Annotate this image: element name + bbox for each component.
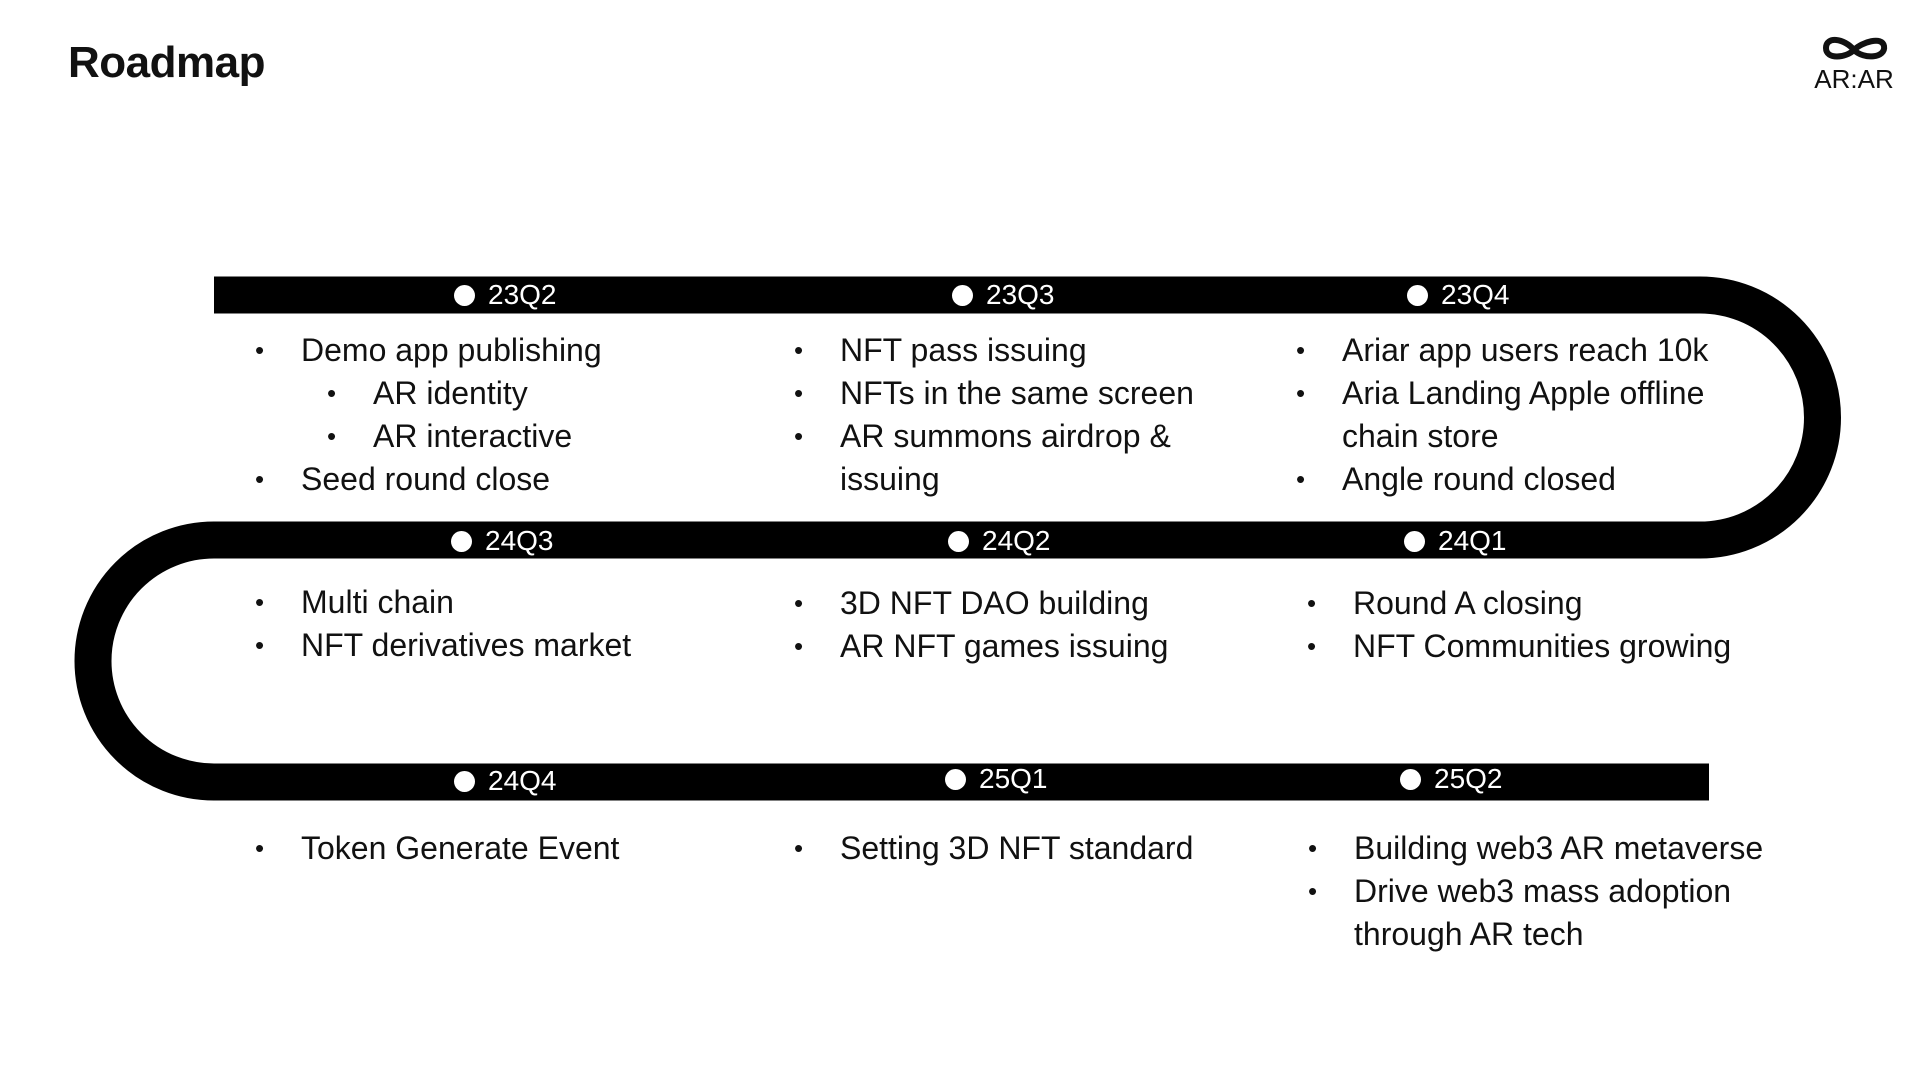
list-item: • Token Generate Event xyxy=(255,827,619,870)
milestone-items-23q2 xyxy=(255,329,602,501)
list-item: • NFT Communities growing xyxy=(1307,625,1731,668)
list-item: • 3D NFT DAO building xyxy=(794,582,1168,625)
list-item: • NFT pass issuing xyxy=(794,329,1194,372)
milestone-dot-icon xyxy=(1407,285,1428,306)
list-item: • Demo app publishing xyxy=(255,329,602,372)
milestone-label-24q4 xyxy=(454,763,557,799)
list-item: • Multi chain xyxy=(255,581,631,624)
milestone-dot-icon xyxy=(454,285,475,306)
list-item: • AR summons airdrop & issuing xyxy=(794,415,1194,501)
list-item: • AR interactive xyxy=(255,415,602,458)
page-title: Roadmap xyxy=(68,38,265,87)
list-item: • Building web3 AR metaverse xyxy=(1308,827,1763,870)
quarter-label: 25Q1 xyxy=(979,763,1048,794)
milestone-items-24q3 xyxy=(255,581,631,667)
quarter-label: 25Q2 xyxy=(1434,763,1503,794)
milestone-items-23q3 xyxy=(794,329,1194,501)
quarter-label: 23Q2 xyxy=(488,279,557,310)
milestone-items-25q1 xyxy=(794,827,1193,870)
list-item: • Round A closing xyxy=(1307,582,1731,625)
logo-wordmark: AR:AR xyxy=(1814,64,1894,94)
milestone-dot-icon xyxy=(952,285,973,306)
quarter-label: 24Q4 xyxy=(488,765,557,796)
list-item: • AR NFT games issuing xyxy=(794,625,1168,668)
milestone-dot-icon xyxy=(454,771,475,792)
list-item: • NFTs in the same screen xyxy=(794,372,1194,415)
quarter-label: 23Q3 xyxy=(986,279,1055,310)
list-item: • NFT derivatives market xyxy=(255,624,631,667)
milestone-items-24q1 xyxy=(1307,582,1731,668)
list-item: • Angle round closed xyxy=(1296,458,1708,501)
milestone-label-24q1 xyxy=(1404,523,1507,559)
milestone-dot-icon xyxy=(948,531,969,552)
milestone-label-25q2 xyxy=(1400,761,1503,797)
milestone-items-23q4 xyxy=(1296,329,1708,501)
milestone-label-23q4 xyxy=(1407,277,1510,313)
milestone-label-25q1 xyxy=(945,761,1048,797)
list-item: • Seed round close xyxy=(255,458,602,501)
milestone-dot-icon xyxy=(945,769,966,790)
quarter-label: 24Q2 xyxy=(982,525,1051,556)
milestone-dot-icon xyxy=(1404,531,1425,552)
milestone-label-23q2 xyxy=(454,277,557,313)
milestone-dot-icon xyxy=(1400,769,1421,790)
quarter-label: 24Q1 xyxy=(1438,525,1507,556)
milestone-label-23q3 xyxy=(952,277,1055,313)
list-item: • Setting 3D NFT standard xyxy=(794,827,1193,870)
list-item: • Aria Landing Apple offline chain store xyxy=(1296,372,1708,458)
milestone-label-24q3 xyxy=(451,523,554,559)
list-item: • Drive web3 mass adoption through AR tech xyxy=(1308,870,1763,956)
quarter-label: 23Q4 xyxy=(1441,279,1510,310)
milestone-items-25q2 xyxy=(1308,827,1763,956)
milestone-items-24q2 xyxy=(794,582,1168,668)
list-item: • Ariar app users reach 10k xyxy=(1296,329,1708,372)
quarter-label: 24Q3 xyxy=(485,525,554,556)
list-item: • AR identity xyxy=(255,372,602,415)
milestone-label-24q2 xyxy=(948,523,1051,559)
milestone-dot-icon xyxy=(451,531,472,552)
milestone-items-24q4 xyxy=(255,827,619,870)
